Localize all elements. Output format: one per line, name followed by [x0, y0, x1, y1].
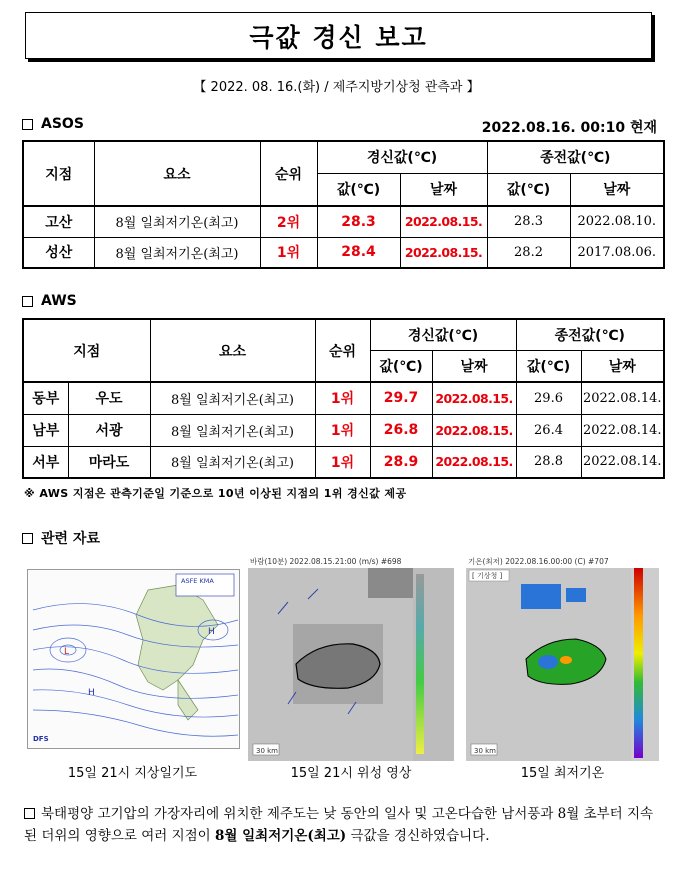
subtitle: 【 2022. 08. 16.(화) / 제주지방기상청 관측과 】 [193, 80, 480, 95]
station: 서광 [68, 414, 150, 446]
region: 서부 [23, 446, 68, 478]
prev-date: 2017.08.06. [570, 237, 664, 268]
prev-date: 2022.08.14. [581, 414, 664, 446]
table-row [23, 414, 664, 446]
new-value: 28.9 [370, 446, 432, 478]
svg-text:H: H [208, 627, 215, 637]
new-value: 26.8 [370, 414, 432, 446]
section-aws [22, 293, 77, 309]
surface-weather-map [27, 569, 240, 749]
section-asos-label: ASOS [41, 116, 84, 132]
summary-paragraph [24, 803, 660, 847]
th-new-date: 날짜 [400, 173, 487, 206]
th-station: 지점 [23, 319, 150, 382]
prev-value: 28.2 [487, 237, 570, 268]
satellite-graphic [248, 554, 454, 761]
th-rank: 순위 [315, 319, 370, 382]
paragraph-lead: 북태평양 고기압의 가장자리에 위치한 제주도는 낮 동안의 일사 및 고온다습한 남서풍과 8월 초부터 지속된 더위의 영향으로 여러 지점이 [24, 806, 654, 844]
checkbox-icon [22, 533, 33, 544]
th-new-group: 경신값(℃) [317, 141, 487, 173]
th-station: 지점 [23, 141, 94, 206]
prev-value: 29.6 [516, 382, 581, 414]
new-date: 2022.08.15. [432, 382, 516, 414]
th-new-value: 값(℃) [370, 350, 432, 382]
element: 8월 일최저기온(최고) [94, 206, 260, 237]
prev-value: 26.4 [516, 414, 581, 446]
new-date: 2022.08.15. [400, 206, 487, 237]
th-prev-date: 날짜 [581, 350, 664, 382]
satellite-image [248, 554, 454, 761]
as-of-time: 2022.08.16. 00:10 현재 [481, 120, 657, 136]
th-prev-group: 종전값(℃) [487, 141, 664, 173]
fig1-footer: DFS [33, 735, 49, 743]
table-row [23, 446, 664, 478]
region: 동부 [23, 382, 68, 414]
min-temperature-map [466, 554, 659, 761]
th-prev-date: 날짜 [570, 173, 664, 206]
region: 남부 [23, 414, 68, 446]
section-related-label: 관련 자료 [41, 531, 100, 547]
rank: 1위 [315, 414, 370, 446]
table-row [23, 237, 664, 268]
th-rank: 순위 [260, 141, 317, 206]
caption-min-temp: 15일 최저기온 [520, 766, 605, 781]
prev-date: 2022.08.10. [570, 206, 664, 237]
th-prev-value: 값(℃) [516, 350, 581, 382]
station: 마라도 [68, 446, 150, 478]
new-date: 2022.08.15. [432, 414, 516, 446]
th-new-date: 날짜 [432, 350, 516, 382]
title-box [25, 12, 652, 59]
th-new-value: 값(℃) [317, 173, 400, 206]
section-aws-label: AWS [41, 293, 77, 309]
paragraph-bold: 8월 일최저기온(최고) [215, 828, 347, 844]
caption-satellite: 15일 21시 위성 영상 [290, 766, 412, 781]
rank: 1위 [315, 382, 370, 414]
paragraph-tail: 극값을 경신하였습니다. [346, 828, 490, 844]
prev-value: 28.3 [487, 206, 570, 237]
new-value: 28.4 [317, 237, 400, 268]
section-asos [22, 116, 84, 132]
th-new-group: 경신값(℃) [370, 319, 516, 350]
element: 8월 일최저기온(최고) [150, 414, 315, 446]
prev-value: 28.8 [516, 446, 581, 478]
table-row [23, 382, 664, 414]
station: 고산 [23, 206, 94, 237]
table-row [23, 206, 664, 237]
th-element: 요소 [94, 141, 260, 206]
fig2-header: 바람(10분) 2022.08.15.21:00 (m/s) #698 [250, 557, 402, 566]
aws-note: ※ AWS 지점은 관측기준일 기준으로 10년 이상된 지점의 1위 경신값 제공 [24, 487, 407, 500]
element: 8월 일최저기온(최고) [150, 382, 315, 414]
new-date: 2022.08.15. [432, 446, 516, 478]
station: 우도 [68, 382, 150, 414]
section-related [22, 528, 100, 548]
min-temp-graphic [466, 554, 659, 761]
fig1-stamp: ASFE KMA [181, 577, 214, 585]
new-value: 28.3 [317, 206, 400, 237]
fig3-footer: 30 km [474, 747, 497, 755]
fig3-header: 기온(최저) 2022.08.16.00:00 (C) #707 [468, 557, 609, 566]
element: 8월 일최저기온(최고) [94, 237, 260, 268]
page-title: 극값 경신 보고 [249, 22, 428, 52]
aws-table [22, 318, 665, 479]
new-date: 2022.08.15. [400, 237, 487, 268]
new-value: 29.7 [370, 382, 432, 414]
rank: 1위 [260, 237, 317, 268]
prev-date: 2022.08.14. [581, 446, 664, 478]
weather-map-graphic [28, 570, 239, 748]
checkbox-icon [22, 296, 33, 307]
th-element: 요소 [150, 319, 315, 382]
fig3-tag: [ 기상청 ] [472, 572, 503, 580]
checkbox-icon [22, 119, 33, 130]
rank: 2위 [260, 206, 317, 237]
prev-date: 2022.08.14. [581, 382, 664, 414]
element: 8월 일최저기온(최고) [150, 446, 315, 478]
th-prev-value: 값(℃) [487, 173, 570, 206]
rank: 1위 [315, 446, 370, 478]
svg-text:H: H [88, 688, 95, 698]
caption-surface-map: 15일 21시 지상일기도 [67, 766, 198, 781]
asos-table [22, 140, 665, 269]
fig2-footer: 30 km [256, 747, 279, 755]
th-prev-group: 종전값(℃) [516, 319, 664, 350]
station: 성산 [23, 237, 94, 268]
svg-text:L: L [64, 647, 70, 657]
checkbox-icon [24, 808, 35, 819]
